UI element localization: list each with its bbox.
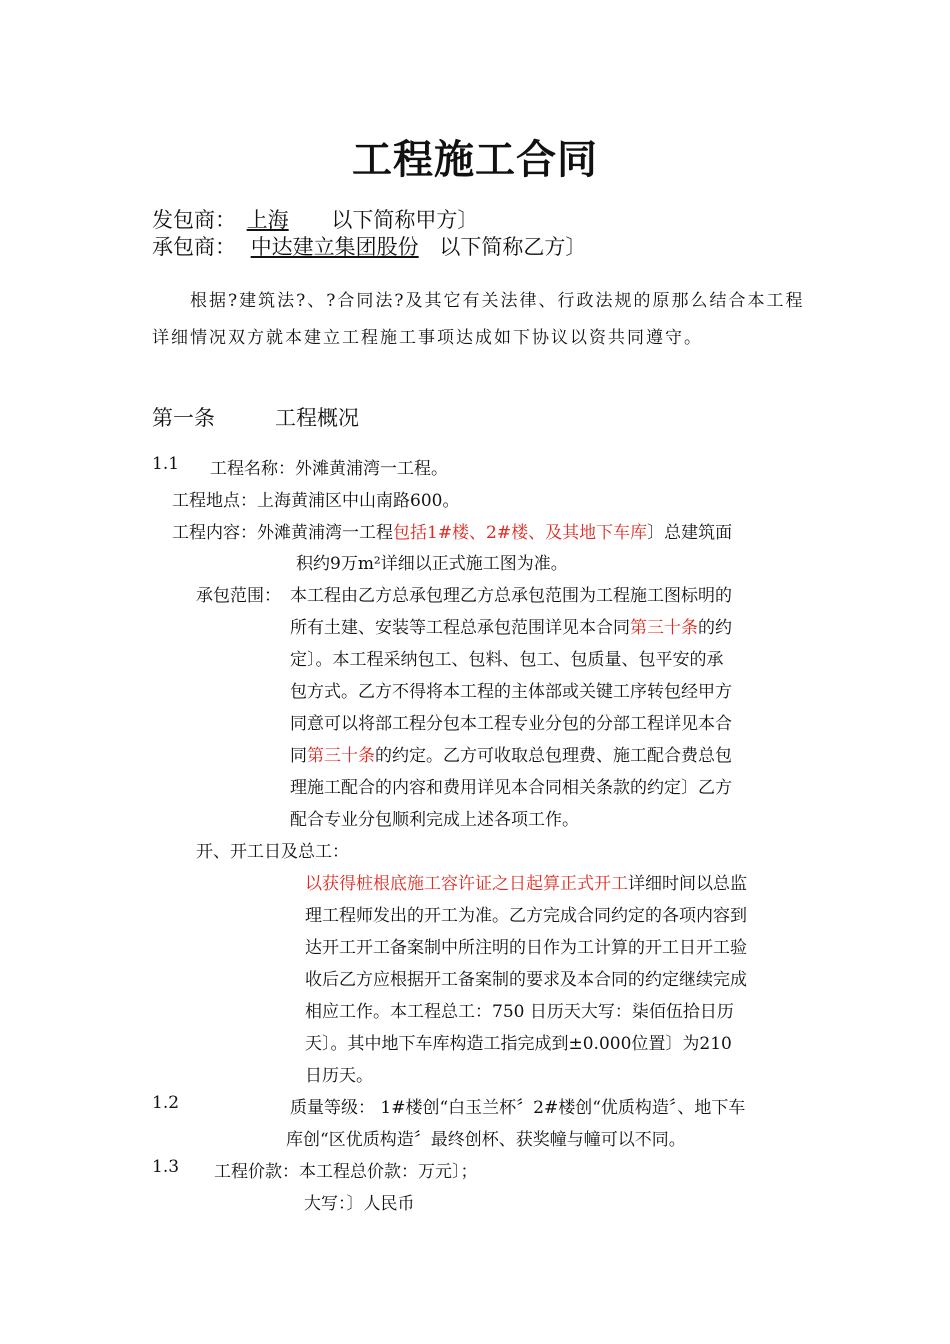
start-line-1-text: 详细时间以总监 bbox=[628, 874, 747, 894]
start-line-4: 收后乙方应根据开工备案制的要求及本合同的约定继续完成 bbox=[305, 970, 747, 990]
contractor-line bbox=[152, 204, 478, 234]
quality-line-1: 质量等级： 1#楼创“白玉兰杯〞2#楼创“优质构造〞、地下车 bbox=[290, 1098, 746, 1118]
quality-line-2: 库创“区优质构造〞最终创杯、获奖幢与幢可以不同。 bbox=[286, 1130, 686, 1150]
contractor-suffix: 以下简称甲方〕 bbox=[331, 208, 479, 232]
intro-line-1: 根据?建筑法?、?合同法?及其它有关法律、行政法规的原那么结合本工程 bbox=[190, 291, 805, 311]
start-line-7: 日历天。 bbox=[305, 1066, 373, 1086]
scope-line-7: 理施工配合的内容和费用详见本合同相关条款的约定〕乙方 bbox=[290, 778, 732, 798]
page-title: 工程施工合同 bbox=[352, 137, 598, 183]
price-line-2: 大写：〕人民币 bbox=[304, 1194, 415, 1214]
start-line-5: 相应工作。本工程总工：750 日历天大写：柒佰伍拾日历 bbox=[305, 1002, 734, 1022]
scope-line-6-head: 同 bbox=[290, 746, 307, 766]
scope-line-3: 定〕。本工程采纳包工、包料、包工、包质量、包平安的承 bbox=[290, 650, 724, 670]
start-line-3: 达开工开工备案制中所注明的日作为工计算的开工日开工验 bbox=[305, 938, 747, 958]
article-1-heading bbox=[152, 402, 359, 432]
start-line-2: 理工程师发出的开工为准。乙方完成合同约定的各项内容到 bbox=[305, 906, 747, 926]
start-line-1 bbox=[305, 869, 747, 894]
project-content-line-1 bbox=[172, 518, 732, 543]
article-1-label: 第一条 bbox=[152, 406, 215, 430]
start-date-label: 开、开工日及总工： bbox=[196, 842, 349, 862]
project-content-prefix: 工程内容：外滩黄浦湾一工程 bbox=[172, 523, 393, 543]
scope-label: 承包范围： bbox=[196, 586, 281, 606]
subcontractor-name: 中达建立集团股份 bbox=[250, 235, 419, 259]
subcontractor-label: 承包商： bbox=[152, 235, 236, 259]
article-1-title: 工程概况 bbox=[275, 406, 359, 430]
project-content-highlight: 包括1#楼、2#楼、及其地下车库 bbox=[393, 523, 648, 543]
contractor-name: 上海 bbox=[246, 208, 289, 232]
intro-line-2: 详细情况双方就本建立工程施工事项达成如下协议以资共同遵守。 bbox=[152, 328, 703, 348]
project-name: 工程名称：外滩黄浦湾一工程。 bbox=[210, 459, 448, 479]
project-location: 工程地点：上海黄浦区中山南路600。 bbox=[172, 491, 460, 511]
scope-article-30-ref: 第三十条 bbox=[630, 618, 698, 638]
scope-line-2-text: 所有土建、安装等工程总承包范围详见本合同 bbox=[290, 618, 630, 638]
scope-article-30-ref-2: 第三十条 bbox=[307, 746, 375, 766]
scope-line-4: 包方式。乙方不得将本工程的主体部或关键工序转包经甲方 bbox=[290, 682, 732, 702]
section-1-1-number: 1.1 bbox=[152, 454, 180, 474]
project-content-suffix: 〕总建筑面 bbox=[647, 523, 733, 543]
scope-line-6-text: 的约定。乙方可收取总包理费、施工配合费总包 bbox=[375, 746, 732, 766]
start-line-6: 天〕。其中地下车库构造工指完成到±0.000位置〕为210 bbox=[305, 1034, 732, 1054]
subcontractor-suffix: 以下简称乙方〕 bbox=[439, 235, 587, 259]
project-content-line-2: 积约9万m²详细以正式施工图为准。 bbox=[296, 554, 568, 574]
scope-line-2-tail: 的约 bbox=[698, 618, 732, 638]
scope-line-2 bbox=[290, 613, 732, 638]
subcontractor-line bbox=[152, 231, 586, 261]
scope-line-1: 本工程由乙方总承包理乙方总承包范围为工程施工图标明的 bbox=[290, 586, 732, 606]
section-1-2-number: 1.2 bbox=[152, 1093, 180, 1113]
scope-line-6 bbox=[290, 741, 732, 766]
price-line-1: 工程价款：本工程总价款：万元〕； bbox=[214, 1162, 478, 1182]
contractor-label: 发包商： bbox=[152, 208, 236, 232]
section-1-3-number: 1.3 bbox=[152, 1157, 180, 1177]
start-line-1-highlight: 以获得桩根底施工容许证之日起算正式开工 bbox=[305, 874, 628, 894]
scope-line-8: 配合专业分包顺利完成上述各项工作。 bbox=[290, 810, 579, 830]
scope-line-5: 同意可以将部工程分包本工程专业分包的分部工程详见本合 bbox=[290, 714, 732, 734]
